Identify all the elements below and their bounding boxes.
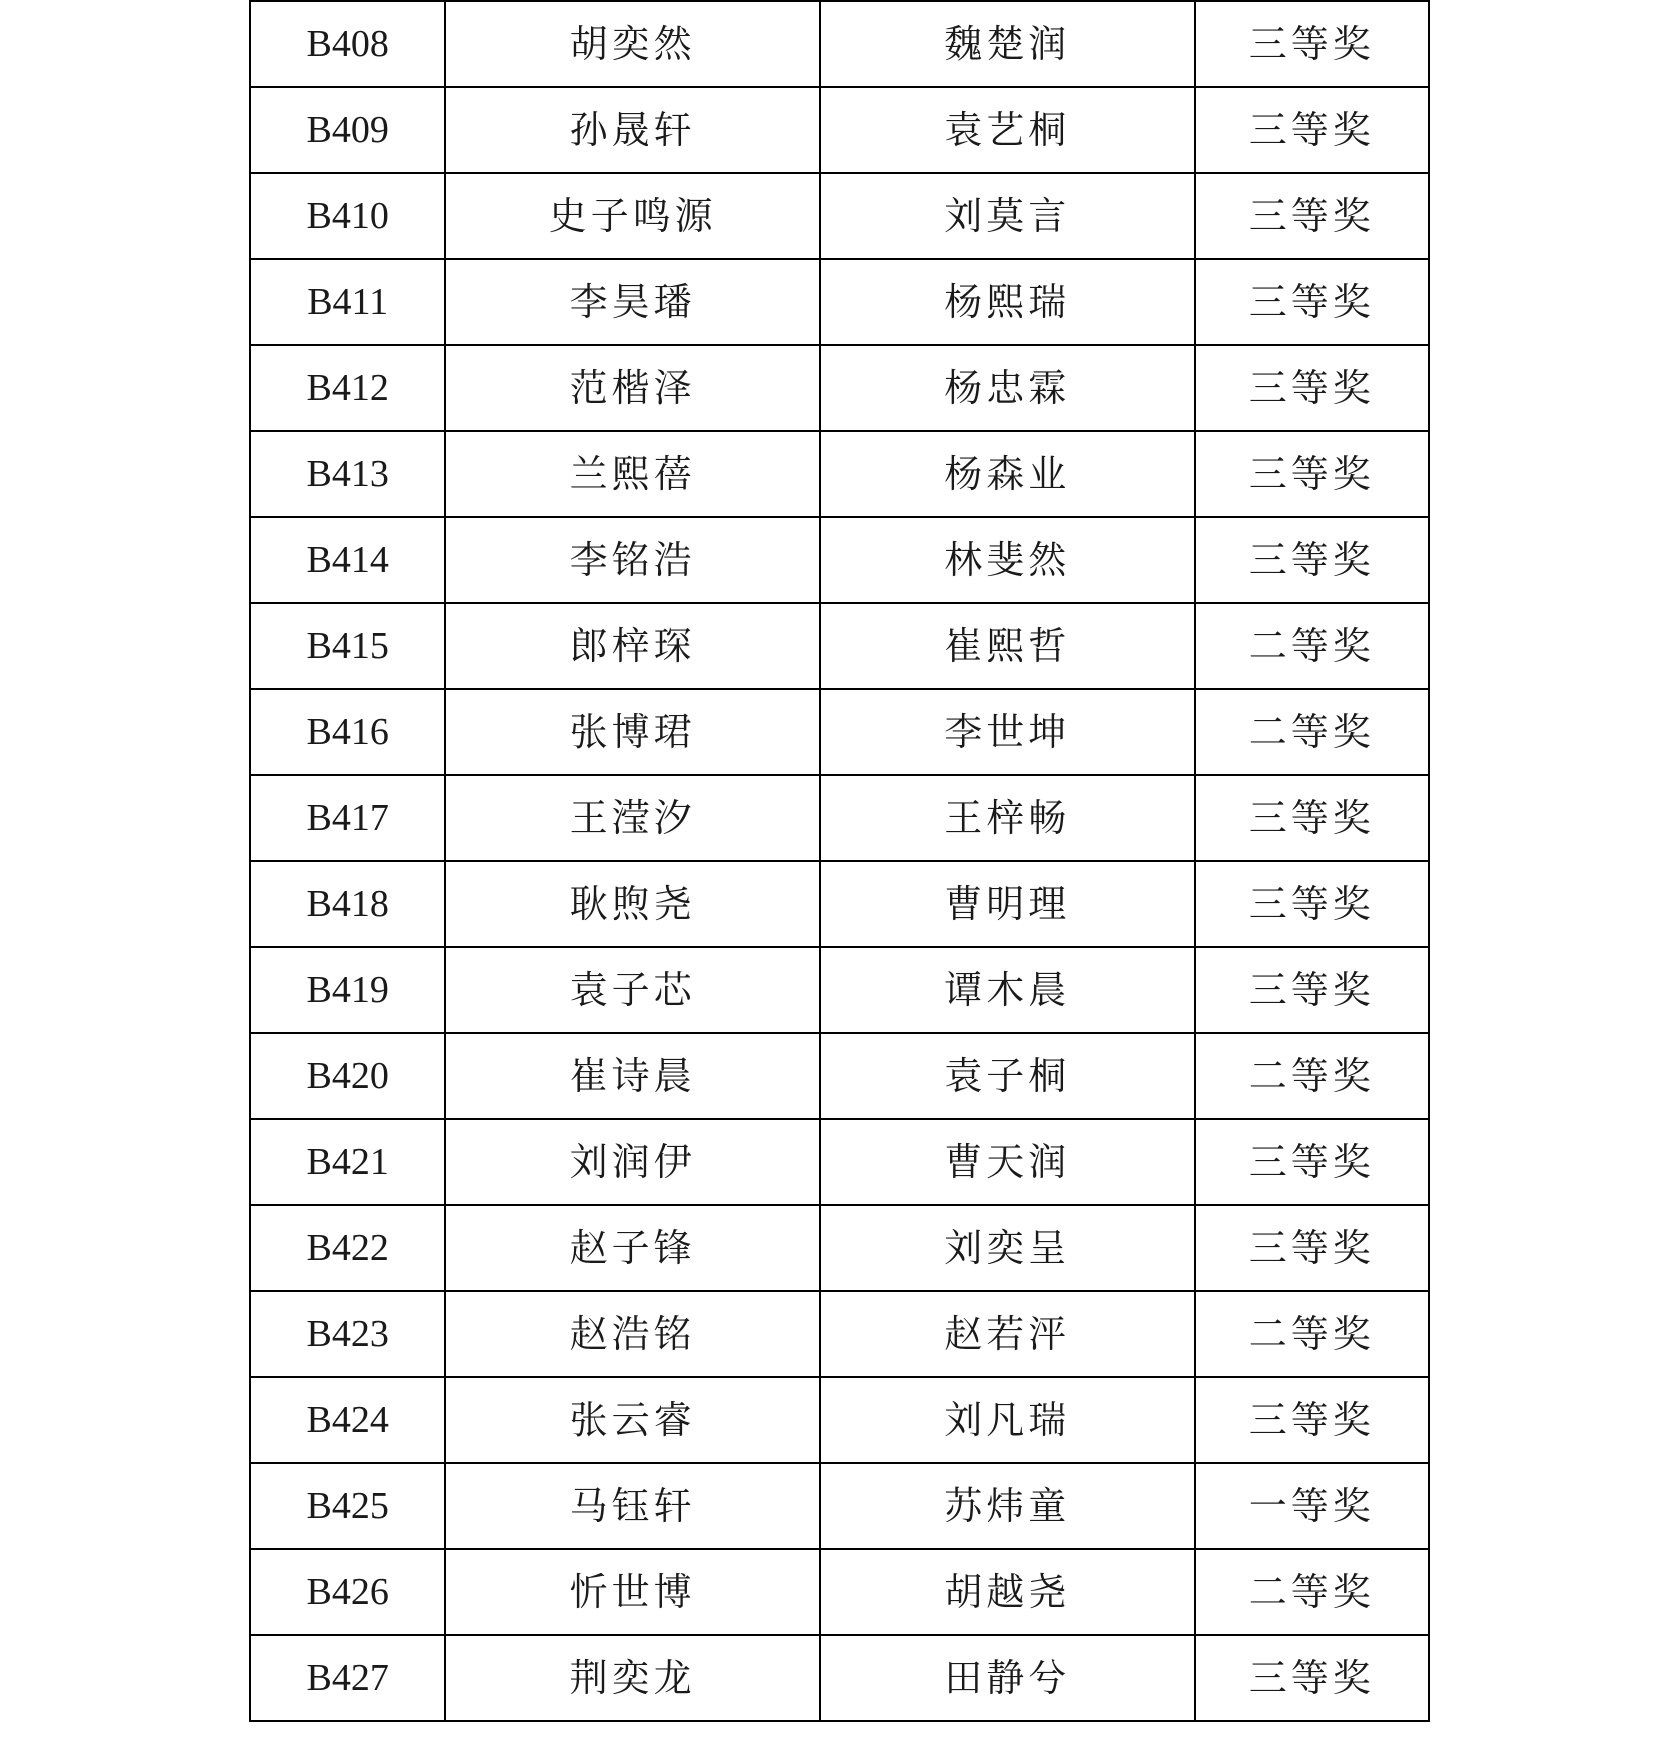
award-cell: 一等奖: [1195, 1463, 1429, 1549]
table-row: [250, 517, 1429, 603]
member-1-cell: 荆奕龙: [445, 1635, 820, 1721]
member-1-cell: 史子鸣源: [445, 173, 820, 259]
team-id-cell: B417: [250, 775, 445, 861]
member-2-cell: 曹明理: [820, 861, 1195, 947]
award-table: [249, 0, 1430, 1722]
award-cell: 三等奖: [1195, 775, 1429, 861]
team-id-cell: B418: [250, 861, 445, 947]
member-1-cell: 刘润伊: [445, 1119, 820, 1205]
team-id-cell: B412: [250, 345, 445, 431]
member-2-cell: 王梓畅: [820, 775, 1195, 861]
member-1-cell: 范楷泽: [445, 345, 820, 431]
member-2-cell: 谭木晨: [820, 947, 1195, 1033]
team-id-cell: B409: [250, 87, 445, 173]
member-2-cell: 胡越尧: [820, 1549, 1195, 1635]
member-1-cell: 马钰轩: [445, 1463, 820, 1549]
table-row: [250, 1291, 1429, 1377]
award-cell: 三等奖: [1195, 517, 1429, 603]
table-row: [250, 603, 1429, 689]
member-2-cell: 林斐然: [820, 517, 1195, 603]
member-2-cell: 刘奕呈: [820, 1205, 1195, 1291]
award-cell: 三等奖: [1195, 947, 1429, 1033]
table-row: [250, 1033, 1429, 1119]
table-row: [250, 1549, 1429, 1635]
table-row: [250, 689, 1429, 775]
member-1-cell: 崔诗晨: [445, 1033, 820, 1119]
table-row: [250, 1635, 1429, 1721]
table-row: [250, 173, 1429, 259]
table-row: [250, 1205, 1429, 1291]
team-id-cell: B416: [250, 689, 445, 775]
team-id-cell: B414: [250, 517, 445, 603]
member-2-cell: 杨森业: [820, 431, 1195, 517]
table-row: [250, 1463, 1429, 1549]
table-row: [250, 775, 1429, 861]
member-1-cell: 王滢汐: [445, 775, 820, 861]
member-2-cell: 田静兮: [820, 1635, 1195, 1721]
member-1-cell: 李昊璠: [445, 259, 820, 345]
member-2-cell: 刘莫言: [820, 173, 1195, 259]
team-id-cell: B421: [250, 1119, 445, 1205]
award-cell: 三等奖: [1195, 1, 1429, 87]
member-2-cell: 杨忠霖: [820, 345, 1195, 431]
award-cell: 三等奖: [1195, 1635, 1429, 1721]
award-cell: 二等奖: [1195, 1033, 1429, 1119]
member-2-cell: 李世坤: [820, 689, 1195, 775]
award-cell: 二等奖: [1195, 1291, 1429, 1377]
table-row: [250, 1, 1429, 87]
team-id-cell: B408: [250, 1, 445, 87]
team-id-cell: B425: [250, 1463, 445, 1549]
member-1-cell: 胡奕然: [445, 1, 820, 87]
award-cell: 二等奖: [1195, 1549, 1429, 1635]
member-2-cell: 崔熙哲: [820, 603, 1195, 689]
team-id-cell: B422: [250, 1205, 445, 1291]
team-id-cell: B410: [250, 173, 445, 259]
table-row: [250, 259, 1429, 345]
member-2-cell: 杨熙瑞: [820, 259, 1195, 345]
member-1-cell: 孙晟轩: [445, 87, 820, 173]
award-cell: 二等奖: [1195, 603, 1429, 689]
member-2-cell: 魏楚润: [820, 1, 1195, 87]
award-cell: 三等奖: [1195, 173, 1429, 259]
member-1-cell: 张博珺: [445, 689, 820, 775]
team-id-cell: B415: [250, 603, 445, 689]
team-id-cell: B423: [250, 1291, 445, 1377]
team-id-cell: B426: [250, 1549, 445, 1635]
team-id-cell: B427: [250, 1635, 445, 1721]
team-id-cell: B420: [250, 1033, 445, 1119]
member-2-cell: 苏炜童: [820, 1463, 1195, 1549]
team-id-cell: B413: [250, 431, 445, 517]
member-1-cell: 李铭浩: [445, 517, 820, 603]
award-cell: 三等奖: [1195, 1205, 1429, 1291]
table-row: [250, 1119, 1429, 1205]
team-id-cell: B419: [250, 947, 445, 1033]
team-id-cell: B424: [250, 1377, 445, 1463]
member-2-cell: 袁艺桐: [820, 87, 1195, 173]
member-1-cell: 赵浩铭: [445, 1291, 820, 1377]
award-cell: 二等奖: [1195, 689, 1429, 775]
team-id-cell: B411: [250, 259, 445, 345]
award-cell: 三等奖: [1195, 345, 1429, 431]
member-2-cell: 刘凡瑞: [820, 1377, 1195, 1463]
member-2-cell: 袁子桐: [820, 1033, 1195, 1119]
table-row: [250, 947, 1429, 1033]
award-cell: 三等奖: [1195, 87, 1429, 173]
award-cell: 三等奖: [1195, 431, 1429, 517]
table-row: [250, 87, 1429, 173]
member-2-cell: 赵若泙: [820, 1291, 1195, 1377]
award-table-body: [250, 1, 1429, 1721]
table-row: [250, 431, 1429, 517]
member-1-cell: 赵子锋: [445, 1205, 820, 1291]
table-row: [250, 345, 1429, 431]
member-1-cell: 耿煦尧: [445, 861, 820, 947]
member-1-cell: 袁子芯: [445, 947, 820, 1033]
member-2-cell: 曹天润: [820, 1119, 1195, 1205]
award-cell: 三等奖: [1195, 861, 1429, 947]
table-row: [250, 861, 1429, 947]
award-cell: 三等奖: [1195, 1377, 1429, 1463]
award-cell: 三等奖: [1195, 1119, 1429, 1205]
member-1-cell: 兰熙蓓: [445, 431, 820, 517]
member-1-cell: 郎梓琛: [445, 603, 820, 689]
member-1-cell: 张云睿: [445, 1377, 820, 1463]
award-cell: 三等奖: [1195, 259, 1429, 345]
member-1-cell: 忻世博: [445, 1549, 820, 1635]
table-row: [250, 1377, 1429, 1463]
